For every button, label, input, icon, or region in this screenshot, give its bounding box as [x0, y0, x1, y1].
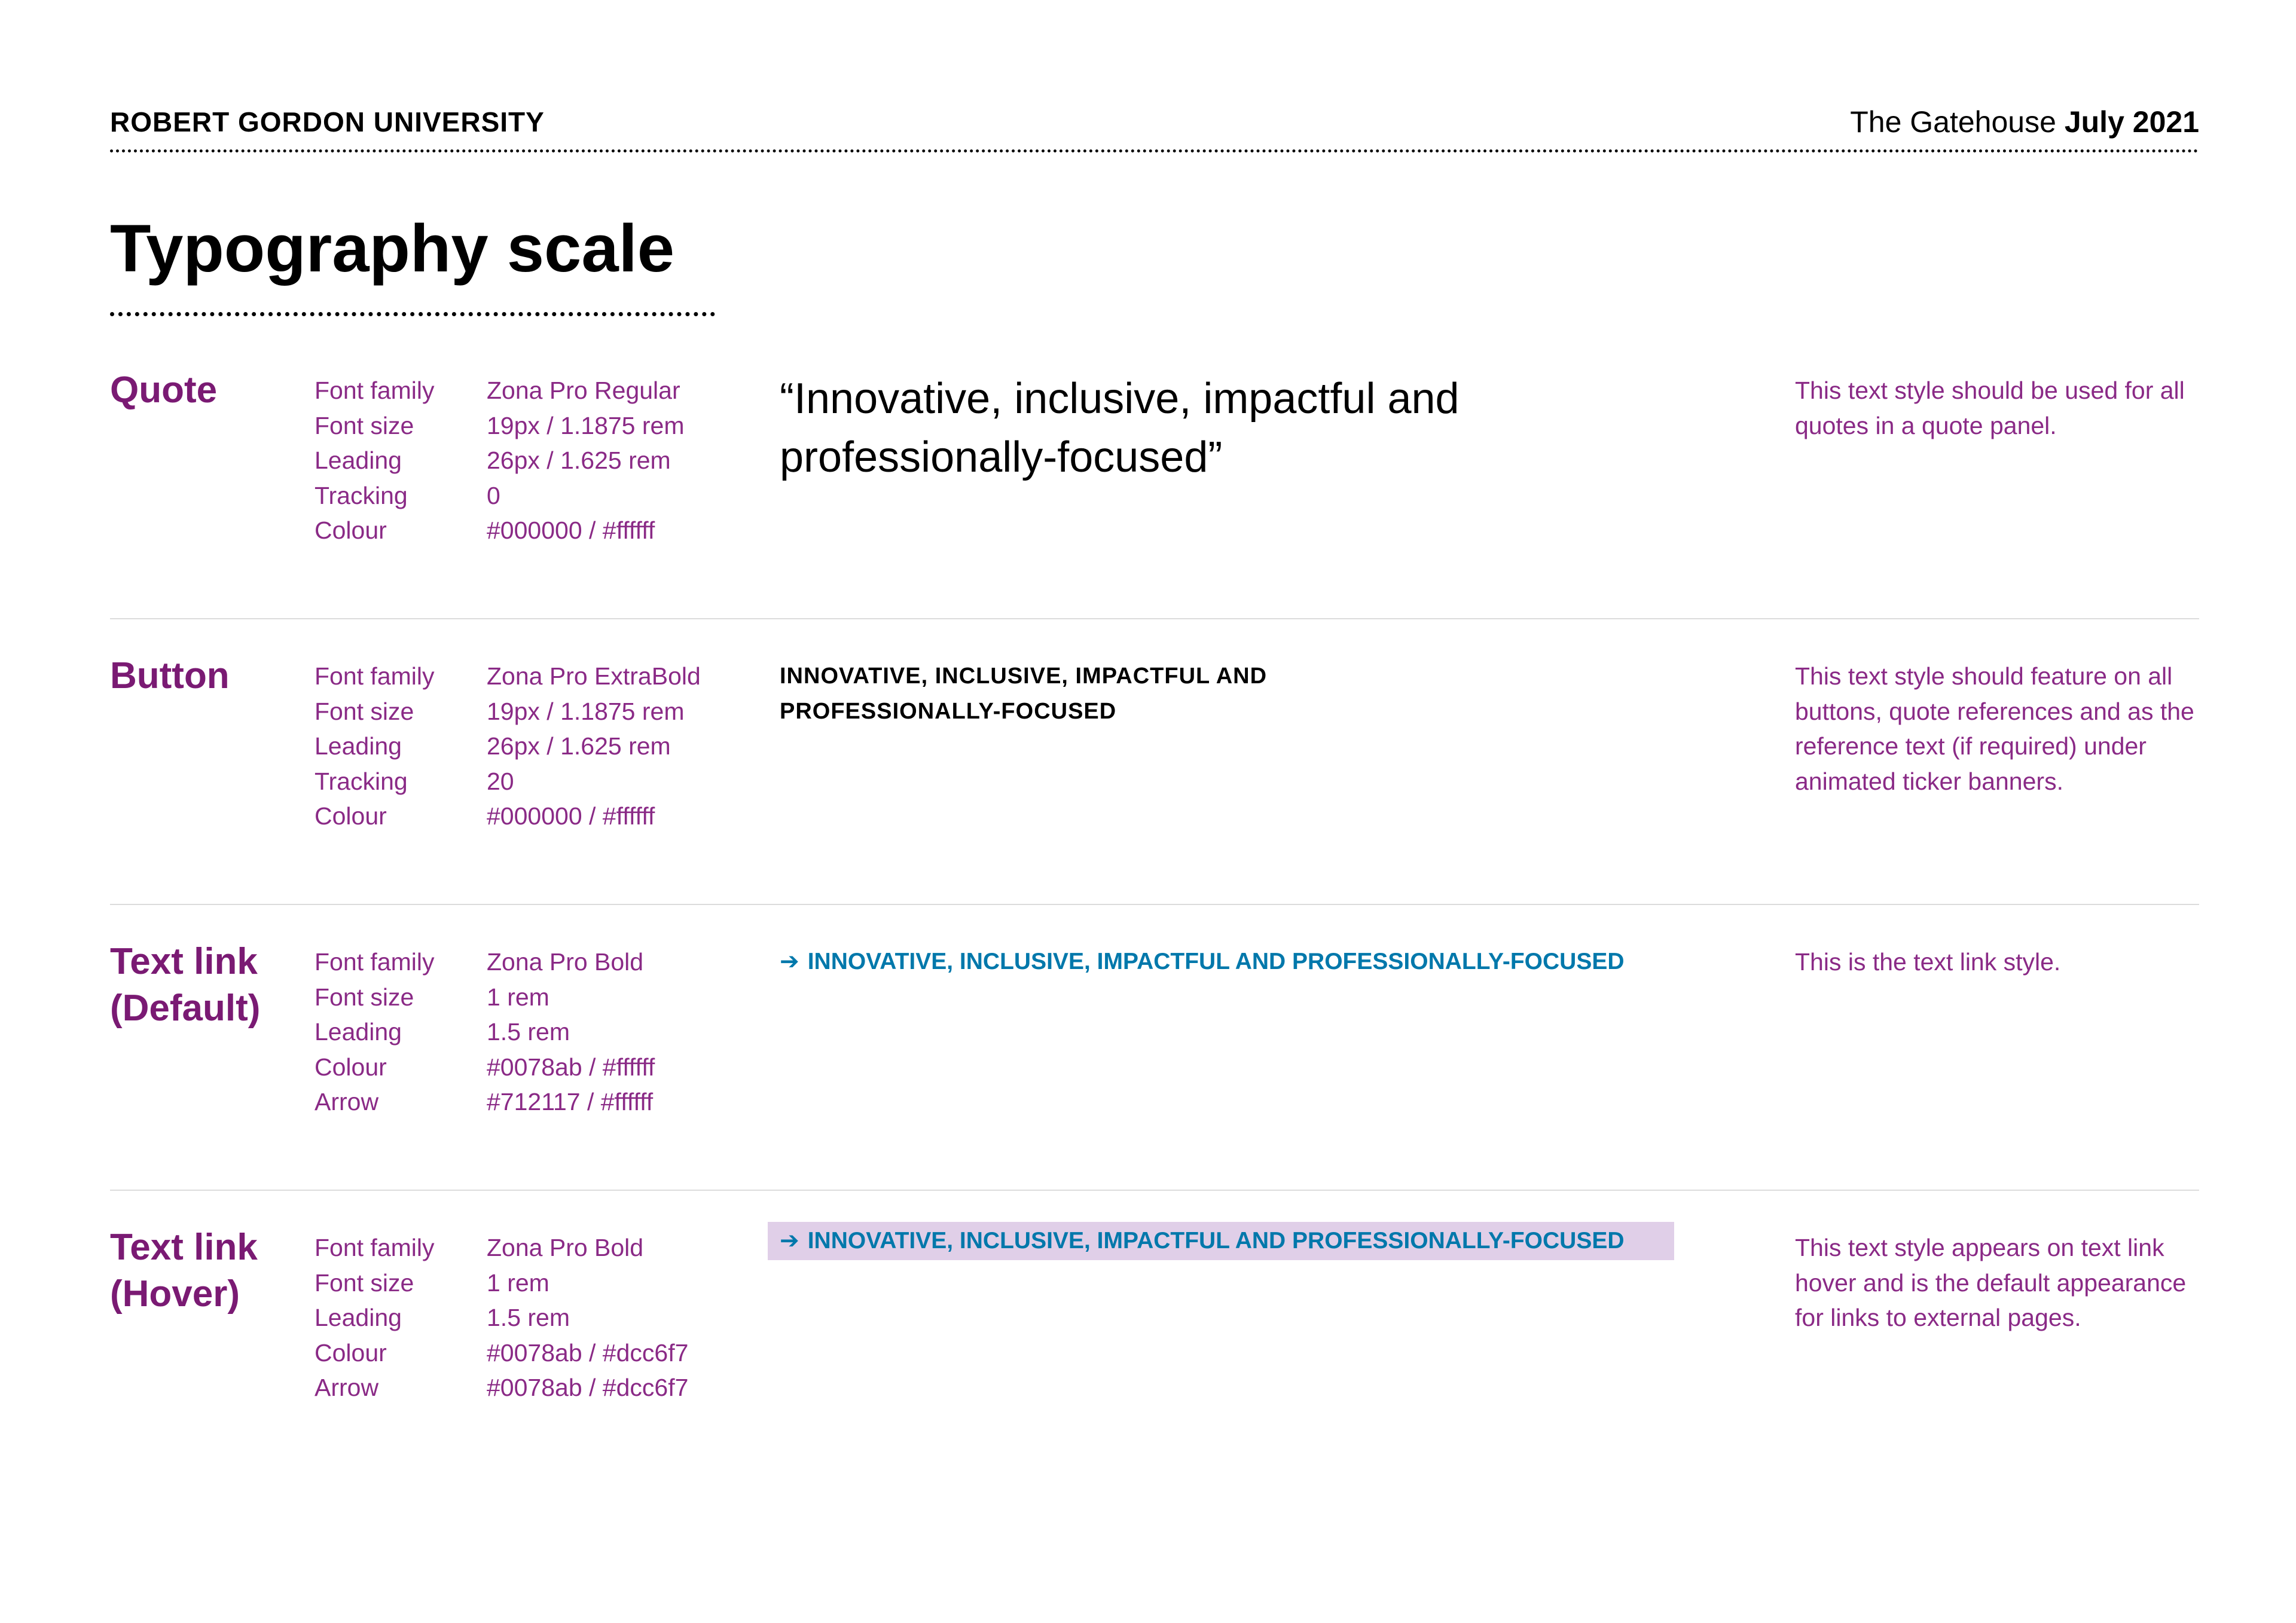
- spec-label: Font size: [315, 1269, 414, 1297]
- spec-value: #712117 / #ffffff: [487, 1088, 654, 1115]
- usage-note: This text style should feature on all buttons, quote references and as the reference text (if required) under animated ticker banners.: [1795, 662, 2194, 795]
- brand-name: ROBERT GORDON UNIVERSITY: [110, 106, 545, 137]
- spec-values: [487, 659, 701, 834]
- spec-label: Font size: [315, 983, 414, 1011]
- spec-label: Tracking: [315, 767, 408, 795]
- style-name-line: (Default): [110, 988, 261, 1029]
- usage-note: This text style should be used for all quotes in a quote panel.: [1795, 377, 2185, 439]
- spec-label: Colour: [315, 516, 387, 544]
- spec-label: Leading: [315, 1018, 402, 1046]
- spec-label: Font size: [315, 697, 414, 725]
- spec-value: 1 rem: [487, 1269, 549, 1297]
- spec-label: Font family: [315, 662, 435, 690]
- spec-values: [487, 945, 655, 1120]
- document-meta: [1850, 105, 2199, 139]
- spec-values: [487, 1230, 688, 1405]
- style-name-line: (Hover): [110, 1273, 240, 1315]
- page-title: Typography scale: [110, 211, 675, 286]
- spec-value: 20: [487, 767, 514, 795]
- quote-sample: “Innovative, inclusive, impactful and professionally-focused”: [780, 375, 1460, 481]
- page-header: [110, 105, 2199, 152]
- spec-labels: [315, 659, 435, 834]
- spec-label: Leading: [315, 732, 402, 760]
- spec-value: Zona Pro Bold: [487, 948, 644, 976]
- spec-label: Colour: [315, 802, 387, 830]
- style-name: [110, 1224, 301, 1318]
- spec-label: Font family: [315, 1234, 435, 1261]
- spec-label: Tracking: [315, 481, 408, 509]
- spec-label: Colour: [315, 1053, 387, 1081]
- row-divider: [110, 618, 2199, 619]
- spec-label: Arrow: [315, 1088, 379, 1115]
- spec-labels: [315, 1230, 435, 1405]
- style-name-line: Text link: [110, 1227, 258, 1268]
- usage-note: This text style appears on text link hover and is the default appearance for links to external pages.: [1795, 1234, 2187, 1331]
- style-name-line: Text link: [110, 941, 258, 982]
- spec-value: 1.5 rem: [487, 1304, 570, 1331]
- spec-value: #000000 / #ffffff: [487, 802, 655, 830]
- spec-value: #0078ab / #dcc6f7: [487, 1338, 689, 1367]
- spec-value: 19px / 1.1875 rem: [487, 411, 685, 439]
- spec-label: Leading: [315, 447, 402, 474]
- arrow-right-icon: ➔: [780, 1228, 799, 1254]
- spec-value: Zona Pro ExtraBold: [487, 662, 701, 690]
- text-link-label: INNOVATIVE, INCLUSIVE, IMPACTFUL AND PROFESSIONALLY-FOCUSED: [807, 1228, 1625, 1254]
- text-link-default-sample[interactable]: [780, 945, 1625, 980]
- style-name: Button: [110, 655, 230, 696]
- spec-value: 26px / 1.625 rem: [487, 447, 671, 474]
- typography-row-text-link-hover: [110, 1224, 2199, 1451]
- row-divider: [110, 1190, 2199, 1191]
- style-name: Quote: [110, 369, 218, 411]
- spec-label: Colour: [315, 1338, 387, 1367]
- typography-row-quote: [110, 367, 2199, 594]
- spec-label: Leading: [315, 1304, 402, 1331]
- usage-note: This is the text link style.: [1795, 948, 2061, 976]
- spec-label: Font size: [315, 411, 414, 439]
- button-text-sample: INNOVATIVE, INCLUSIVE, IMPACTFUL AND PROFESSIONALLY-FOCUSED: [780, 664, 1268, 724]
- text-link-hover-sample[interactable]: [780, 1222, 1625, 1260]
- spec-value: #0078ab / #ffffff: [487, 1053, 655, 1081]
- spec-values: [487, 373, 684, 548]
- spec-value: 1.5 rem: [487, 1018, 570, 1046]
- spec-value: #0078ab / #dcc6f7: [487, 1374, 689, 1401]
- spec-value: 19px / 1.1875 rem: [487, 697, 685, 725]
- spec-value: 26px / 1.625 rem: [487, 732, 671, 760]
- spec-labels: [315, 373, 435, 548]
- spec-value: 0: [487, 481, 500, 509]
- title-divider: [110, 312, 715, 316]
- text-link-hover-highlight[interactable]: [768, 1222, 1674, 1260]
- style-name: [110, 939, 301, 1032]
- spec-value: #000000 / #ffffff: [487, 516, 655, 544]
- spec-value: Zona Pro Regular: [487, 377, 680, 404]
- arrow-right-icon: ➔: [780, 949, 799, 974]
- typography-row-button: [110, 653, 2199, 880]
- typography-row-text-link-default: [110, 939, 2199, 1166]
- row-divider: [110, 904, 2199, 905]
- text-link-label: INNOVATIVE, INCLUSIVE, IMPACTFUL AND PROFESSIONALLY-FOCUSED: [807, 949, 1625, 974]
- publication-date: July 2021: [2064, 105, 2199, 139]
- spec-label: Font family: [315, 377, 435, 404]
- spec-label: Font family: [315, 948, 435, 976]
- publication-name: The Gatehouse: [1850, 105, 2056, 139]
- spec-value: Zona Pro Bold: [487, 1234, 644, 1261]
- spec-label: Arrow: [315, 1374, 379, 1401]
- spec-labels: [315, 945, 435, 1120]
- spec-value: 1 rem: [487, 983, 549, 1011]
